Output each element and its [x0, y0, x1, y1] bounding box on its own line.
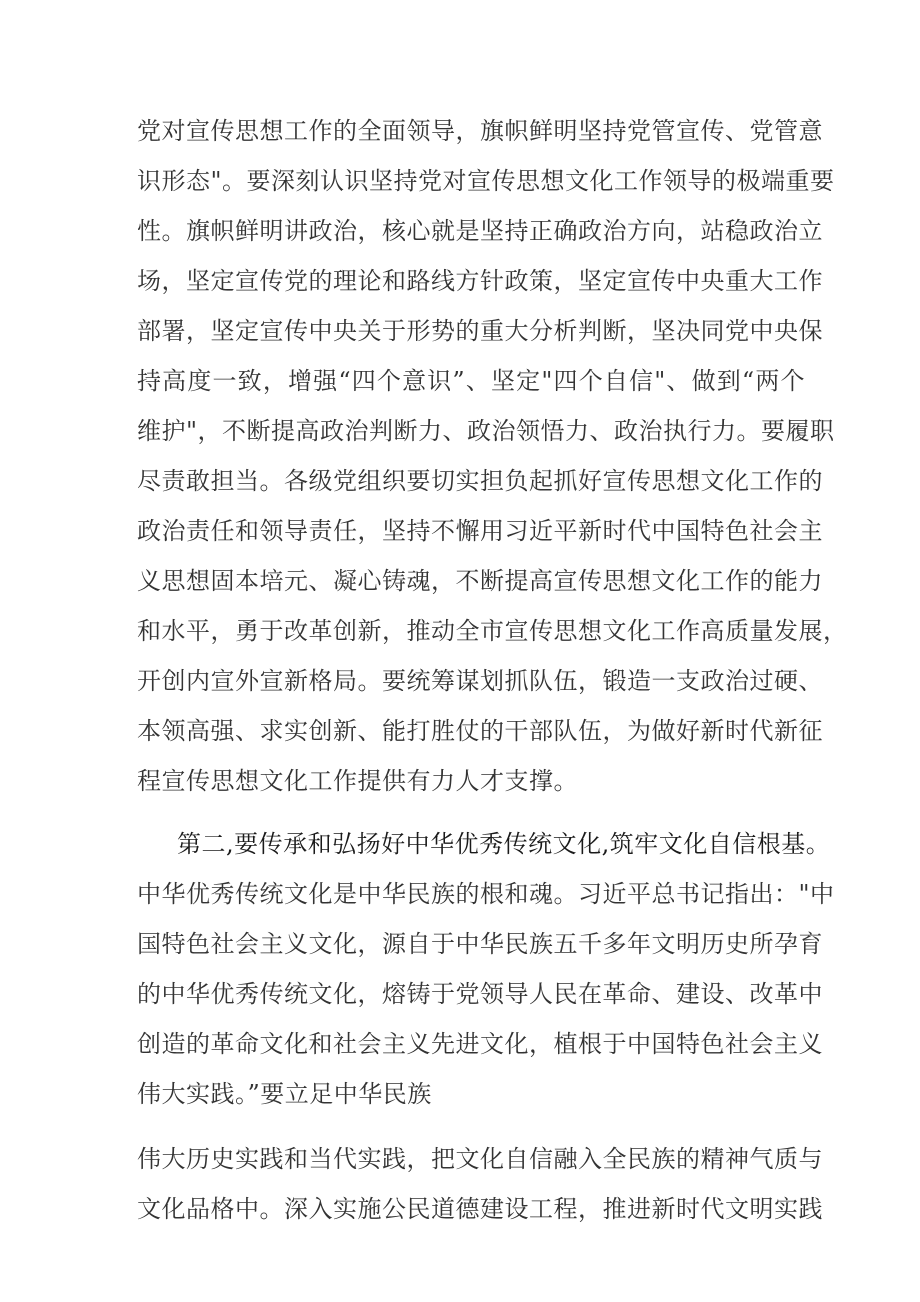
text-line: 伟大实践。”要立足中华民族: [137, 1080, 432, 1108]
text-line: 党对宣传思想工作的全面领导，旗帜鲜明坚持党管宣传、党管意: [137, 117, 823, 145]
text-line: 维护"，不断提高政治判断力、政治领悟力、政治执行力。要履职: [137, 417, 835, 445]
text-line: 本领高强、求实创新、能打胜仗的干部队伍，为做好新时代新征: [137, 717, 823, 745]
text-line: 国特色社会主义文化，源自于中华民族五千多年文明历史所孕育: [137, 930, 823, 958]
text-line: 识形态"。要深刻认识坚持党对宣传思想文化工作领导的极端重要: [137, 167, 835, 195]
text-line: 伟大历史实践和当代实践，把文化自信融入全民族的精神气质与: [137, 1145, 823, 1173]
text-line: 义思想固本培元、凝心铸魂，不断提高宣传思想文化工作的能力: [137, 567, 823, 595]
text-line: 文化品格中。深入实施公民道德建设工程，推进新时代文明实践: [137, 1195, 823, 1223]
text-line: 性。旗帜鲜明讲政治，核心就是坚持正确政治方向，站稳政治立: [137, 217, 823, 245]
text-line: 创造的革命文化和社会主义先进文化，植根于中国特色社会主义: [137, 1030, 823, 1058]
text-line: 持高度一致，增强“四个意识”、坚定"四个自信"、做到“两个: [137, 367, 805, 395]
text-line: 场，坚定宣传党的理论和路线方针政策，坚定宣传中央重大工作: [137, 267, 823, 295]
text-line: 尽责敢担当。各级党组织要切实担负起抓好宣传思想文化工作的: [137, 467, 823, 495]
text-line: 开创内宣外宣新格局。要统筹谋划抓队伍，锻造一支政治过硬、: [137, 667, 823, 695]
section-heading: 第二,要传承和弘扬好中华优秀传统文化,筑牢文化自信根基。: [177, 830, 831, 858]
text-line: 和水平，勇于改革创新，推动全市宣传思想文化工作高质量发展，: [137, 617, 848, 645]
text-line: 程宣传思想文化工作提供有力人才支撑。: [137, 767, 578, 795]
text-line: 政治责任和领导责任，坚持不懈用习近平新时代中国特色社会主: [137, 517, 823, 545]
text-line: 中华优秀传统文化是中华民族的根和魂。习近平总书记指出："中: [137, 880, 835, 908]
text-line: 的中华优秀传统文化，熔铸于党领导人民在革命、建设、改革中: [137, 980, 823, 1008]
text-line: 部署，坚定宣传中央关于形势的重大分析判断，坚决同党中央保: [137, 317, 823, 345]
